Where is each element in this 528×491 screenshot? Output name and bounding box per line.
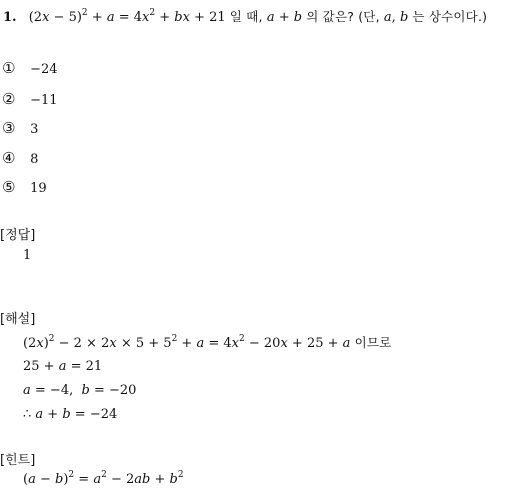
explanation-therefore-text: 이므로: [354, 335, 392, 350]
question-when-text: 일 때,: [229, 9, 263, 24]
option-value: −24: [30, 62, 58, 77]
option-marker: ⑤: [2, 178, 16, 196]
option-3[interactable]: [2, 118, 38, 140]
option-value: 3: [30, 122, 39, 137]
option-value: 8: [30, 152, 39, 167]
explanation-line-1: [23, 333, 391, 354]
question-statement: [3, 7, 528, 28]
option-value: 19: [30, 181, 47, 196]
option-4[interactable]: [2, 148, 38, 170]
option-value: −11: [30, 93, 58, 108]
option-marker: ③: [2, 119, 16, 137]
explanation-expansion: $(2x)^2 - 2 \times 2x \times 5 + 5^2 + a = 4x^2 - 20x + 25 + a$: [23, 334, 351, 351]
question-constants: a, b: [383, 10, 409, 25]
question-constant-text: 는 상수이다.): [412, 9, 488, 24]
option-2[interactable]: [2, 89, 58, 111]
answer-value: 1: [23, 248, 32, 263]
question-equation: $(2x - 5)^2 + a = 4x^2$ + bx + 21: [28, 8, 226, 25]
option-marker: ②: [2, 90, 16, 108]
question-number: 1.: [3, 10, 17, 25]
explanation-label: [해설]: [0, 312, 36, 327]
explanation-line-3: a = −4, b = −20: [23, 383, 137, 398]
option-marker: ④: [2, 149, 16, 167]
option-5[interactable]: [2, 177, 47, 199]
question-value-text: 의 값은? (단,: [306, 9, 380, 24]
hint-formula: $(a - b)^2 = a^2 - 2ab + b^2$: [23, 470, 184, 487]
explanation-line-2: 25 + a = 21: [23, 359, 103, 374]
option-1[interactable]: [2, 58, 58, 80]
explanation-line-4: ∴ a + b = −24: [23, 407, 118, 422]
answer-label: [정답]: [0, 228, 36, 243]
hint-label: [힌트]: [0, 453, 36, 468]
question-target-expr: a + b: [266, 10, 303, 25]
option-marker: ①: [2, 59, 16, 77]
